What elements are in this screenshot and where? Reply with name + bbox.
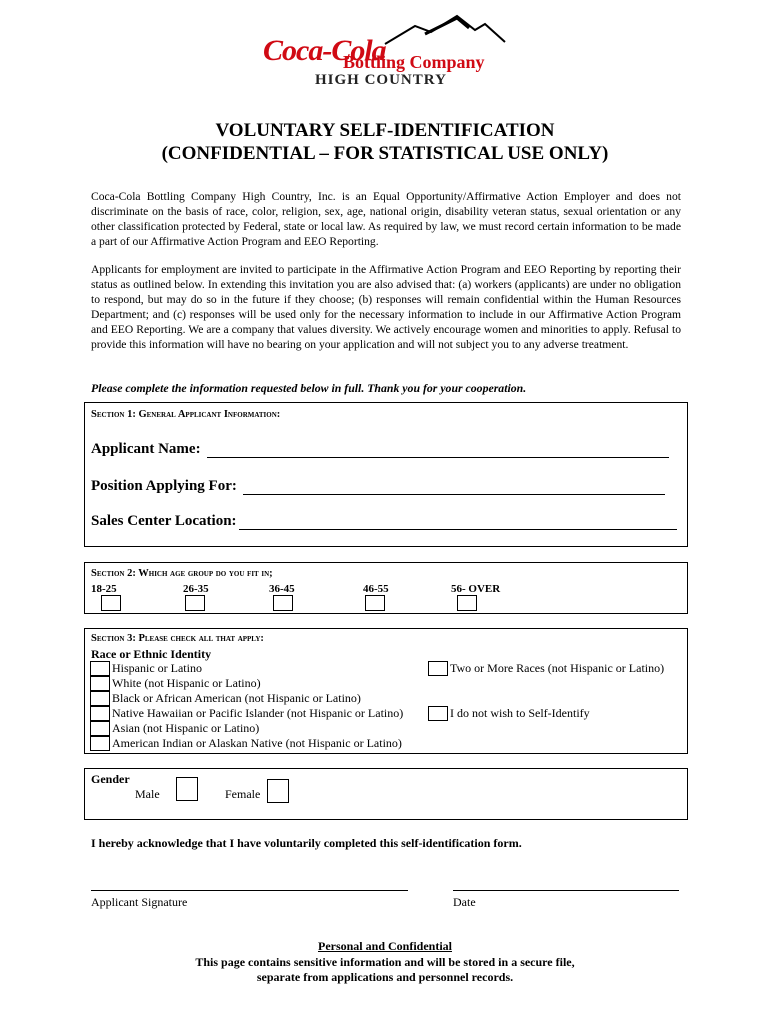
logo-company: Bottling Company — [343, 52, 485, 72]
race-two-or-more-checkbox[interactable] — [428, 661, 448, 676]
age-18-25-checkbox[interactable] — [101, 595, 121, 611]
footer-heading: Personal and Confidential — [317, 939, 452, 953]
age-46-55-checkbox[interactable] — [365, 595, 385, 611]
race-hawaiian-checkbox[interactable] — [90, 706, 110, 721]
applicant-name-label: Applicant Name: — [91, 441, 201, 457]
sales-center-input[interactable] — [239, 514, 677, 530]
race-american-indian-checkbox[interactable] — [90, 736, 110, 751]
age-18-25-label: 18-25 — [91, 583, 117, 595]
sales-center-row — [91, 513, 677, 530]
race-option-hawaiian[interactable]: Native Hawaiian or Pacific Islander (not Hispanic or Latino) — [90, 706, 403, 721]
signature-label: Applicant Signature — [91, 895, 188, 909]
section-2-box — [84, 562, 688, 614]
race-subheading: Race or Ethnic Identity — [91, 647, 212, 661]
age-56-over-checkbox[interactable] — [457, 595, 477, 611]
section-1-heading: Section 1: General Applicant Information: — [91, 409, 281, 420]
age-26-35-checkbox[interactable] — [185, 595, 205, 611]
position-label: Position Applying For: — [91, 478, 237, 494]
gender-male-label: Male — [135, 787, 160, 801]
age-56-over-label: 56- OVER — [451, 583, 501, 595]
race-option-hispanic[interactable]: Hispanic or Latino — [90, 661, 403, 676]
page-title: VOLUNTARY SELF-IDENTIFICATION — [215, 120, 555, 141]
footer-line-1: This page contains sensitive information and will be stored in a secure file, — [195, 955, 575, 969]
race-hispanic-checkbox[interactable] — [90, 661, 110, 676]
date-label: Date — [453, 895, 476, 909]
gender-label: Gender — [91, 772, 130, 786]
logo-brand: Coca-Cola — [263, 34, 386, 67]
acknowledgment-text: I hereby acknowledge that I have voluntarily completed this self-identification form. — [91, 836, 522, 850]
gender-box — [84, 768, 688, 820]
gender-female-checkbox[interactable] — [267, 779, 289, 803]
race-options-left — [90, 661, 403, 751]
sales-center-label: Sales Center Location: — [91, 513, 237, 529]
gender-female-label: Female — [225, 787, 261, 801]
company-logo — [255, 12, 515, 92]
footer-line-2: separate from applications and personnel records. — [256, 970, 514, 984]
intro-paragraph-1: Coca-Cola Bottling Company High Country, Inc. is an Equal Opportunity/Affirmative Action Employer and does not discriminate on the basis of race, color, religion, sex, age, national origin, disability veteran status, sexual orientation or any other classification protected by Federal, state or local law. As required by law, we must record certain information to be made a part of our Affirmative Action Program and EEO Reporting. — [91, 190, 681, 248]
intro-paragraph-2: Applicants for employment are invited to participate in the Affirmative Action Program and EEO Reporting by reporting their status as outlined below. In extending this invitation you are also advised that: (a) workers (applicants) are under no obligation to respond, but may do so in the future if they choose; (b) responses will remain confidential within the Human Resources Department; and (c) responses will be used only for the necessary information to include in our Affirmative Action Program and EEO Reporting. We are a company that values diversity. We actively encourage women and minorities to apply. Refusal to provide this information will have no bearing on your application and will not subject you to any adverse treatment. — [91, 263, 681, 351]
section-1-box — [84, 402, 688, 547]
age-46-55-label: 46-55 — [363, 583, 389, 595]
age-36-45-label: 36-45 — [269, 583, 295, 595]
section-3-heading: Section 3: Please check all that apply: — [91, 633, 264, 644]
race-decline-checkbox[interactable] — [428, 706, 448, 721]
section-2-heading: Section 2: Which age group do you fit in; — [91, 568, 273, 579]
mountain-logo-icon — [365, 12, 515, 52]
signature-line[interactable] — [91, 890, 408, 891]
gender-male-checkbox[interactable] — [176, 777, 198, 801]
position-input[interactable] — [243, 479, 665, 495]
page-subtitle: (CONFIDENTIAL – FOR STATISTICAL USE ONLY) — [161, 143, 609, 164]
race-option-decline[interactable]: I do not wish to Self-Identify — [428, 706, 590, 721]
applicant-name-row — [91, 441, 669, 458]
date-line[interactable] — [453, 890, 679, 891]
race-option-american-indian[interactable]: American Indian or Alaskan Native (not Hispanic or Latino) — [90, 736, 403, 751]
race-asian-checkbox[interactable] — [90, 721, 110, 736]
race-option-asian[interactable]: Asian (not Hispanic or Latino) — [90, 721, 403, 736]
race-option-black[interactable]: Black or African American (not Hispanic or Latino) — [90, 691, 403, 706]
race-black-checkbox[interactable] — [90, 691, 110, 706]
instructions-note: Please complete the information requested below in full. Thank you for your cooperation. — [91, 381, 527, 395]
section-3-box — [84, 628, 688, 754]
race-option-white[interactable]: White (not Hispanic or Latino) — [90, 676, 403, 691]
race-white-checkbox[interactable] — [90, 676, 110, 691]
age-36-45-checkbox[interactable] — [273, 595, 293, 611]
applicant-name-input[interactable] — [207, 442, 669, 458]
position-row — [91, 478, 665, 495]
age-26-35-label: 26-35 — [183, 583, 209, 595]
race-option-two-or-more[interactable]: Two or More Races (not Hispanic or Latino) — [428, 661, 664, 676]
logo-region: HIGH COUNTRY — [315, 72, 447, 88]
